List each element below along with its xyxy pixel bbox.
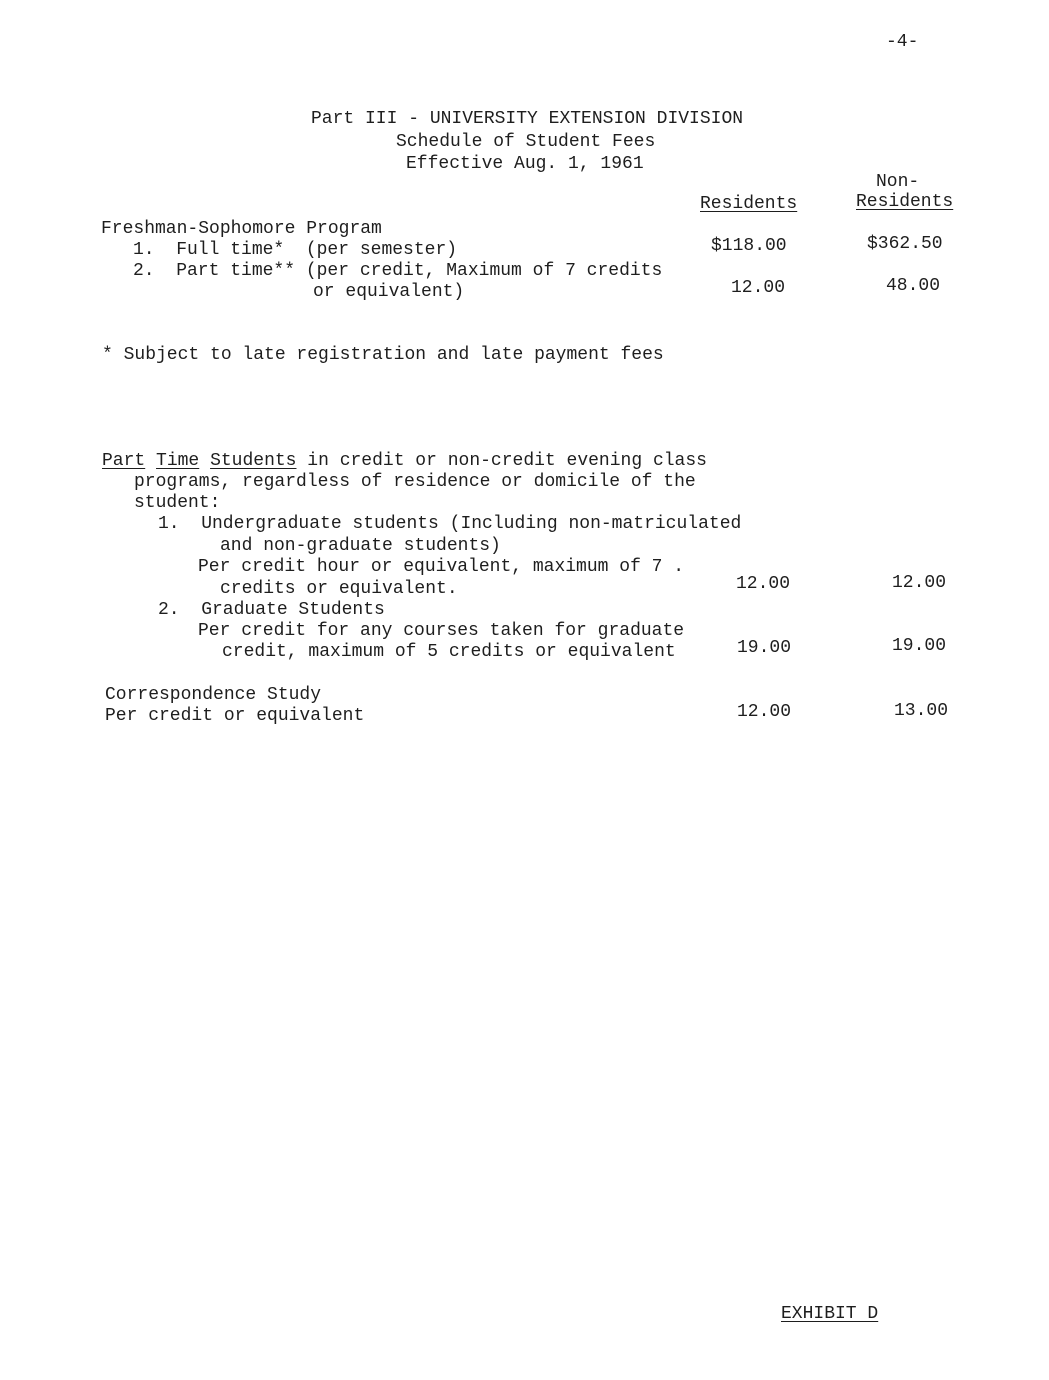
undergrad-residents-fee: 12.00	[736, 574, 791, 594]
intro-line2: programs, regardless of residence or domicile of the	[134, 472, 696, 492]
section-title	[102, 451, 707, 472]
residents-header: Residents	[700, 194, 798, 214]
header-subtitle: Schedule of Student Fees	[396, 132, 656, 152]
correspondence-non-residents-fee: 13.00	[894, 701, 949, 721]
header-title: Part III - UNIVERSITY EXTENSION DIVISION	[311, 109, 744, 129]
title-word-time: Time	[156, 451, 200, 471]
part-time-label-line1: 2. Part time** (per credit, Maximum of 7 credits	[133, 261, 663, 281]
undergrad-non-residents-fee: 12.00	[892, 573, 947, 593]
undergrad-line2: and non-graduate students)	[220, 536, 501, 556]
undergrad-line3: Per credit hour or equivalent, maximum of 7 .	[198, 557, 685, 577]
title-word-students: Students	[210, 451, 297, 471]
page-number: -4-	[886, 32, 919, 52]
exhibit-label: EXHIBIT D	[781, 1304, 879, 1324]
graduate-line2: Per credit for any courses taken for graduate	[198, 621, 685, 641]
correspondence-title: Correspondence Study	[105, 685, 322, 705]
correspondence-residents-fee: 12.00	[737, 702, 792, 722]
non-residents-header-line2: Residents	[856, 192, 954, 212]
full-time-label: 1. Full time* (per semester)	[133, 240, 458, 260]
graduate-line3: credit, maximum of 5 credits or equivalent	[222, 642, 676, 662]
correspondence-line2: Per credit or equivalent	[105, 706, 365, 726]
section-title: Freshman-Sophomore Program	[101, 219, 382, 239]
footnote: * Subject to late registration and late payment fees	[102, 345, 664, 365]
non-residents-header-line1: Non-	[876, 172, 920, 192]
graduate-line1: 2. Graduate Students	[158, 600, 385, 620]
title-rest: in credit or non-credit evening class	[296, 451, 707, 471]
graduate-non-residents-fee: 19.00	[892, 636, 947, 656]
part-time-residents-fee: 12.00	[731, 278, 786, 298]
intro-line3: student:	[134, 493, 221, 513]
header-effective-date: Effective Aug. 1, 1961	[406, 154, 644, 174]
part-time-label-line2: or equivalent)	[313, 282, 465, 302]
undergrad-line4: credits or equivalent.	[220, 579, 458, 599]
full-time-residents-fee: $118.00	[711, 236, 787, 256]
graduate-residents-fee: 19.00	[737, 638, 792, 658]
part-time-non-residents-fee: 48.00	[886, 276, 941, 296]
undergrad-line1: 1. Undergraduate students (Including non-matriculated	[158, 514, 742, 534]
title-word-part: Part	[102, 451, 146, 471]
full-time-non-residents-fee: $362.50	[867, 234, 943, 254]
